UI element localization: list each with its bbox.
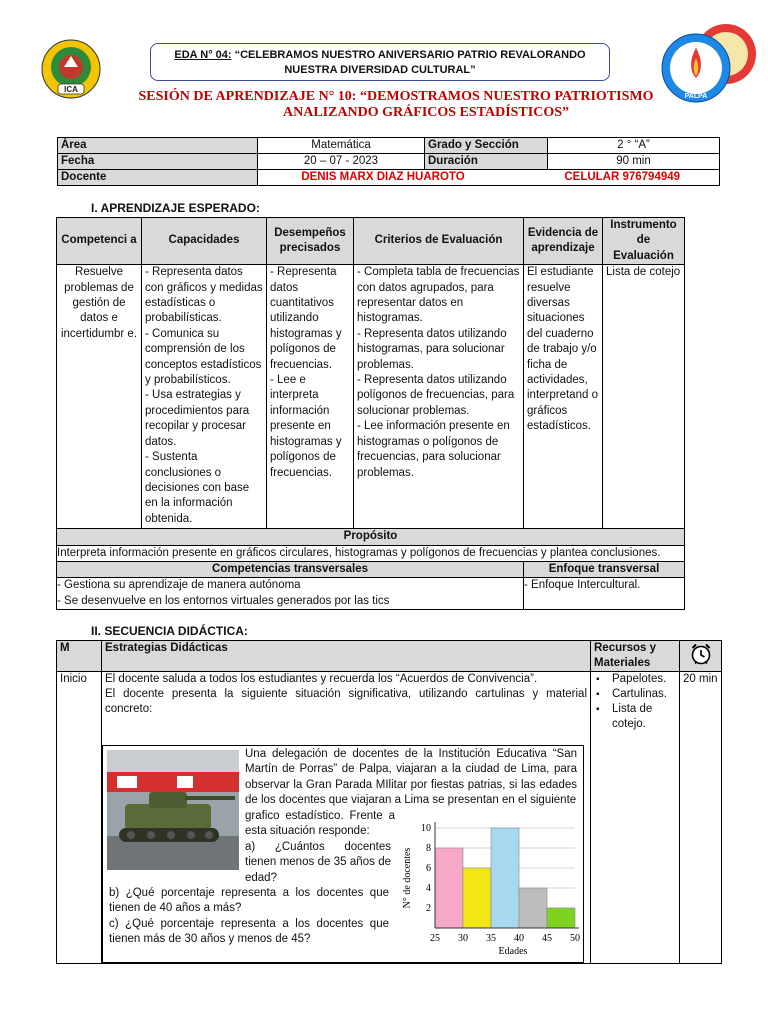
celular-value: CELULAR 976794949 <box>564 171 681 183</box>
criterios-cell: - Completa tabla de frecuencias con datos agrupados, para representar datos en histogramas. - Representa datos utilizando histogramas, para solucionar problemas. - Representa datos utilizando polígonos de frecuencias, para solucionar problemas. - Lee información presente en histogramas o polígonos de frecuencias, para solucionar problemas. <box>354 265 524 529</box>
proposito-text: Interpreta información presente en gráficos circulares, histogramas y polígonos de frecuencias y plantea conclusiones. <box>57 545 685 561</box>
header-desempenos: Desempeños precisados <box>267 218 354 265</box>
recurso-item: ▪ Papelotes. <box>608 672 676 687</box>
age-histogram <box>401 810 583 960</box>
header-estrategias: Estrategias Didácticas <box>102 641 591 672</box>
x-tick-label: 40 <box>514 933 524 944</box>
situation-box <box>102 745 584 963</box>
y-tick-label: 10 <box>421 823 431 834</box>
section-2-title: II. SECUENCIA DIDÁCTICA: <box>91 624 248 638</box>
y-tick-label: 6 <box>426 863 431 874</box>
evidencia-cell: El estudiante resuelve diversas situaciones del cuaderno de trabajo y/o ficha de actividades, interpretand o gráficos estadísticos. <box>524 265 603 529</box>
competencia-cell: Resuelve problemas de gestión de datos e incertidumbr e. <box>57 265 142 529</box>
histogram-bar <box>463 868 491 928</box>
military-parade-photo <box>107 750 239 870</box>
tiempo-cell: 20 min <box>680 672 722 964</box>
logo-right-text: PALPA <box>684 93 708 100</box>
comp-trans-cell: - Gestiona su aprendizaje de manera autónoma - Se desenvuelve en los entornos virtuales generados por las tics <box>57 578 524 610</box>
recursos-cell <box>591 672 680 964</box>
histogram-bar <box>519 888 547 928</box>
x-axis-label: Edades <box>498 946 528 957</box>
histogram-bar <box>547 908 575 928</box>
y-tick-label: 8 <box>426 843 431 854</box>
header-competencia: Competenci a <box>57 218 142 265</box>
situation-text-cont: grafico estadístico. Frente a esta situación responde: <box>245 810 395 838</box>
area-value: Matemática <box>258 138 425 154</box>
x-tick-label: 25 <box>430 933 440 944</box>
header-evidencia: Evidencia de aprendizaje <box>524 218 603 265</box>
duracion-value: 90 min <box>548 154 720 170</box>
docente-value: DENIS MARX DIAZ HUAROTO <box>301 171 465 183</box>
question-b: b) ¿Qué porcentaje representa a los docentes que tienen de 40 años a más? <box>109 887 389 915</box>
x-tick-label: 50 <box>570 933 580 944</box>
x-tick-label: 30 <box>458 933 468 944</box>
desempenos-cell: - Representa datos cuantitativos utilizando histogramas y polígonos de frecuencias. - Lee e interpreta información presente en histogramas y polígonos de frecuencias. <box>267 265 354 529</box>
enfoque-cell: - Enfoque Intercultural. <box>524 578 685 610</box>
header-m: M <box>57 641 102 672</box>
header-criterios: Criterios de Evaluación <box>354 218 524 265</box>
duracion-label: Duración <box>425 154 548 170</box>
histogram-bar <box>435 848 463 928</box>
header-recursos: Recursos y Materiales <box>591 641 680 672</box>
recurso-item: ▪ Cartulinas. <box>608 687 676 702</box>
header-tiempo <box>680 641 722 672</box>
eda-title-line-1: “CELEBRAMOS NUESTRO ANIVERSARIO PATRIO REVALORANDO <box>234 49 586 61</box>
section-1-title: I. APRENDIZAJE ESPERADO: <box>91 201 260 215</box>
learning-table <box>56 217 685 610</box>
alarm-clock-icon <box>690 642 712 666</box>
x-tick-label: 45 <box>542 933 552 944</box>
grado-value: 2 ° “A” <box>548 138 720 154</box>
eda-title-line-2: NUESTRA DIVERSIDAD CULTURAL” <box>284 64 476 76</box>
docente-label: Docente <box>58 170 258 186</box>
strategy-p1: El docente saluda a todos los estudiantes y recuerda los “Acuerdos de Convivencia”. <box>105 673 538 685</box>
capacidades-cell: - Representa datos con gráficos y medidas estadísticas o probabilísticas. - Comunica su comprensión de los conceptos estadísticos y probabilísticos. - Usa estrategias y procedimientos para recopilar y procesar datos. - Sustenta conclusiones o decisiones con base en la información obtenida. <box>142 265 267 529</box>
x-tick-label: 35 <box>486 933 496 944</box>
question-a: a) ¿Cuántos docentes tienen menos de 35 años de edad? <box>245 841 391 884</box>
recurso-item: ▪ Lista de cotejo. <box>608 702 676 732</box>
logo-left-text: ICA <box>64 85 78 94</box>
grado-label: Grado y Sección <box>425 138 548 154</box>
situation-text-top: Una delegación de docentes de la Institución Educativa “San Martín de Porras” de Palpa, viajaran a la ciudad de Lima, para observar la Gran Parada MIlitar por fiestas patrias, si las edades de los docentes que viajaran a Lima se presentan en el siguiente <box>245 748 577 807</box>
header-capacidades: Capacidades <box>142 218 267 265</box>
y-axis-label: N° de docentes <box>402 847 413 909</box>
comp-trans-label: Competencias transversales <box>57 562 524 578</box>
instrumento-cell: Lista de cotejo <box>603 265 685 529</box>
y-tick-label: 2 <box>426 903 431 914</box>
area-label: Área <box>58 138 258 154</box>
info-table <box>57 137 720 186</box>
strategy-p2: El docente presenta la siguiente situación significativa, utilizando cartulinas y material concreto: <box>105 688 587 715</box>
fecha-label: Fecha <box>58 154 258 170</box>
phase-cell: Inicio <box>57 672 102 964</box>
enfoque-label: Enfoque transversal <box>524 562 685 578</box>
eda-label: EDA N° 04: <box>174 49 232 61</box>
session-title: SESIÓN DE APRENDIZAJE N° 10: “DEMOSTRAMOS NUESTRO PATRIOTISMO ANALIZANDO GRÁFICOS ESTADÍSTICOS” <box>138 89 654 120</box>
y-tick-label: 4 <box>426 883 431 894</box>
histogram-bar <box>491 828 519 928</box>
header-instrumento: Instrumento de Evaluación <box>603 218 685 265</box>
proposito-label: Propósito <box>57 529 685 545</box>
docente-row <box>258 170 720 186</box>
question-c: c) ¿Qué porcentaje representa a los docentes que tienen más de 30 años y menos de 45? <box>109 918 389 946</box>
school-logo-left <box>40 38 102 100</box>
eda-header-box <box>150 43 610 81</box>
fecha-value: 20 – 07 - 2023 <box>258 154 425 170</box>
